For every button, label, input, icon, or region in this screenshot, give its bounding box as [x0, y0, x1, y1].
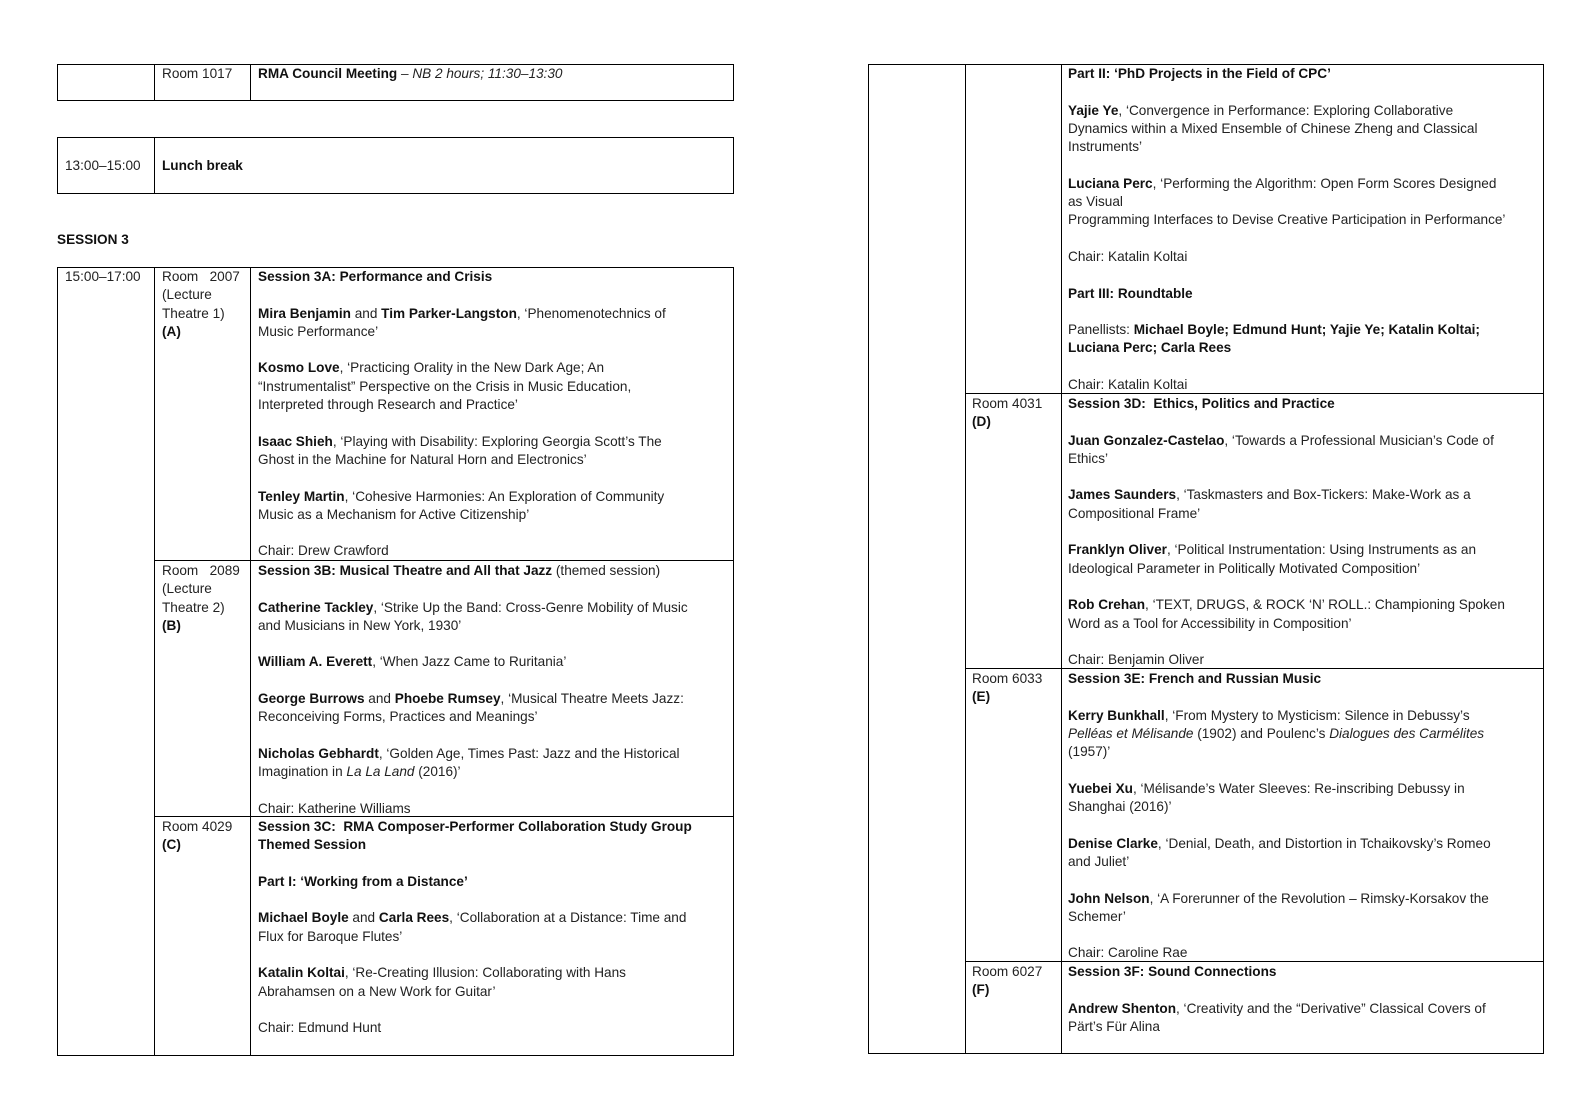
council-title: RMA Council Meeting: [258, 66, 398, 81]
room-c-letter: (C): [162, 837, 181, 853]
paper-entry-cont: Pelléas et Mélisande (1902) and Poulenc’s Dialogues des Carmélites: [1068, 725, 1485, 741]
paper-entry-cont: Ideological Parameter in Politically Motivated Composition’: [1068, 560, 1421, 576]
council-room: Room 1017: [162, 66, 233, 81]
room-b-line: Theatre 2): [162, 599, 225, 615]
session-3d-title: Session 3D: Ethics, Politics and Practice: [1068, 396, 1335, 411]
lunch-time: 13:00–15:00: [65, 158, 141, 173]
paper-entry: James Saunders, ‘Taskmasters and Box-Tickers: Make-Work as a: [1068, 487, 1471, 503]
room-b-line: Room 2089: [162, 563, 240, 578]
paper-entry-cont: Interpreted through Research and Practice’: [258, 397, 518, 413]
paper-entry: Tenley Martin, ‘Cohesive Harmonies: An Exploration of Community: [258, 488, 665, 504]
session-3e-chair: Chair: Caroline Rae: [1068, 945, 1188, 961]
council-title-line: [258, 65, 562, 83]
paper-entry-cont: Music Performance’: [258, 323, 379, 339]
session-3e-title: Session 3E: French and Russian Music: [1068, 671, 1322, 686]
paper-entry-cont: Pärt’s Für Alina: [1068, 1018, 1160, 1034]
paper-entry: Kosmo Love, ‘Practicing Orality in the New Dark Age; An: [258, 360, 605, 376]
session-3b-cell: [258, 562, 688, 818]
paper-entry-cont: “Instrumentalist” Perspective on the Crisis in Music Education,: [258, 378, 632, 394]
session-3b-title: Session 3B: Musical Theatre and All that Jazz (themed session): [258, 563, 661, 578]
paper-entry-cont: Shanghai (2016)’: [1068, 799, 1172, 815]
paper-entry-cont: as Visual: [1068, 194, 1123, 210]
paper-entry-cont: Abrahamsen on a New Work for Guitar’: [258, 983, 496, 999]
room-a-letter: (A): [162, 323, 181, 339]
paper-entry-cont: Imagination in La La Land (2016)’: [258, 764, 461, 780]
session-3d-chair: Chair: Benjamin Oliver: [1068, 652, 1204, 668]
paper-entry-cont: Ghost in the Machine for Natural Horn and Electronics’: [258, 451, 587, 467]
paper-entry-cont: and Juliet’: [1068, 853, 1130, 869]
paper-entry: Kerry Bunkhall, ‘From Mystery to Mysticism: Silence in Debussy’s: [1068, 707, 1470, 723]
paper-entry-cont: Compositional Frame’: [1068, 505, 1201, 521]
paper-entry: John Nelson, ‘A Forerunner of the Revolution – Rimsky-Korsakov the: [1068, 890, 1489, 906]
session-3a-title: Session 3A: Performance and Crisis: [258, 269, 493, 284]
paper-entry: Luciana Perc, ‘Performing the Algorithm: Open Form Scores Designed: [1068, 175, 1497, 191]
paper-entry-cont: and Musicians in New York, 1930’: [258, 617, 462, 633]
session-3a-chair: Chair: Drew Crawford: [258, 543, 389, 559]
session-3c-cont-cell: [1068, 65, 1505, 394]
paper-entry: Yajie Ye, ‘Convergence in Performance: Exploring Collaborative: [1068, 102, 1454, 118]
paper-entry: Denise Clarke, ‘Denial, Death, and Distortion in Tchaikovsky’s Romeo: [1068, 835, 1491, 851]
paper-entry-cont: Schemer’: [1068, 908, 1126, 924]
paper-entry-cont: Music as a Mechanism for Active Citizenship’: [258, 506, 530, 522]
paper-entry: Yuebei Xu, ‘Mélisande’s Water Sleeves: Re-inscribing Debussy in: [1068, 780, 1465, 796]
session-3c-part-1: Part I: ‘Working from a Distance’: [258, 873, 468, 889]
paper-entry-cont: Dynamics within a Mixed Ensemble of Chinese Zheng and Classical: [1068, 120, 1478, 136]
room-d-cell: [972, 395, 1042, 432]
session-3c-title: Session 3C: RMA Composer-Performer Collaboration Study Group: [258, 819, 692, 834]
paper-entry-cont: (1957)’: [1068, 744, 1111, 760]
room-b-cell: [162, 562, 240, 635]
session-3c-chair: Chair: Edmund Hunt: [258, 1020, 382, 1036]
room-d-letter: (D): [972, 414, 991, 430]
paper-entry-cont: Word as a Tool for Accessibility in Composition’: [1068, 615, 1352, 631]
session-3c-part-2: Part II: ‘PhD Projects in the Field of CPC’: [1068, 66, 1331, 81]
room-a-cell: [162, 268, 240, 341]
paper-entry: Mira Benjamin and Tim Parker-Langston, ‘Phenomenotechnics of: [258, 305, 666, 321]
council-note: – NB 2 hours; 11:30–13:30: [397, 66, 563, 81]
room-b-line: (Lecture: [162, 581, 212, 597]
lunch-table: [57, 137, 734, 194]
paper-entry-cont: Flux for Baroque Flutes’: [258, 928, 403, 944]
paper-entry-cont: Programming Interfaces to Devise Creative Participation in Performance’: [1068, 212, 1506, 228]
session-3a-cell: [258, 268, 666, 561]
paper-entry-cont: Reconceiving Forms, Practices and Meanings’: [258, 709, 538, 725]
room-c-line: Room 4029: [162, 819, 233, 834]
paper-entry: Rob Crehan, ‘TEXT, DRUGS, & ROCK ‘N’ ROLL.: Championing Spoken: [1068, 597, 1505, 613]
session-3d-cell: [1068, 395, 1505, 669]
session-3c-chair-3: Chair: Katalin Koltai: [1068, 377, 1188, 393]
session-3-time: 15:00–17:00: [65, 269, 141, 284]
session-3f-cell: [1068, 963, 1486, 1036]
paper-entry: William A. Everett, ‘When Jazz Came to Ruritania’: [258, 654, 567, 670]
lunch-label: Lunch break: [162, 158, 243, 173]
session-3c-cell: [258, 818, 692, 1038]
paper-entry: Andrew Shenton, ‘Creativity and the “Derivative” Classical Covers of: [1068, 1000, 1486, 1016]
room-d-line: Room 4031: [972, 396, 1043, 411]
room-a-line: (Lecture: [162, 287, 212, 303]
paper-entry: Katalin Koltai, ‘Re-Creating Illusion: Collaborating with Hans: [258, 965, 626, 981]
paper-entry-cont: Instruments’: [1068, 139, 1143, 155]
room-e-cell: [972, 670, 1042, 707]
paper-entry: Juan Gonzalez-Castelao, ‘Towards a Professional Musician’s Code of: [1068, 432, 1494, 448]
session-3f-title: Session 3F: Sound Connections: [1068, 964, 1277, 979]
room-b-letter: (B): [162, 617, 181, 633]
room-f-letter: (F): [972, 982, 990, 998]
room-e-letter: (E): [972, 689, 991, 705]
paper-entry: Isaac Shieh, ‘Playing with Disability: Exploring Georgia Scott’s The: [258, 433, 662, 449]
paper-entry: George Burrows and Phoebe Rumsey, ‘Musical Theatre Meets Jazz:: [258, 691, 684, 707]
room-f-cell: [972, 963, 1042, 1000]
session-3c-part-3: Part III: Roundtable: [1068, 285, 1193, 301]
paper-entry: Nicholas Gebhardt, ‘Golden Age, Times Past: Jazz and the Historical: [258, 745, 680, 761]
session-3-heading: SESSION 3: [57, 232, 129, 247]
session-3e-cell: [1068, 670, 1491, 963]
panellists-cont: Luciana Perc; Carla Rees: [1068, 340, 1232, 356]
paper-entry: Michael Boyle and Carla Rees, ‘Collaboration at a Distance: Time and: [258, 910, 687, 926]
room-c-cell: [162, 818, 232, 855]
session-3c-title-cont: Themed Session: [258, 837, 367, 853]
paper-entry-cont: Ethics’: [1068, 450, 1109, 466]
room-a-line: Theatre 1): [162, 305, 225, 321]
room-e-line: Room 6033: [972, 671, 1043, 686]
paper-entry: Franklyn Oliver, ‘Political Instrumentation: Using Instruments as an: [1068, 542, 1477, 558]
session-3c-chair-2: Chair: Katalin Koltai: [1068, 248, 1188, 264]
panellists: Panellists: Michael Boyle; Edmund Hunt; Yajie Ye; Katalin Koltai;: [1068, 322, 1480, 338]
room-a-line: Room 2007: [162, 269, 240, 284]
room-f-line: Room 6027: [972, 964, 1043, 979]
paper-entry: Catherine Tackley, ‘Strike Up the Band: Cross-Genre Mobility of Music: [258, 599, 688, 615]
session-3b-chair: Chair: Katherine Williams: [258, 800, 411, 816]
